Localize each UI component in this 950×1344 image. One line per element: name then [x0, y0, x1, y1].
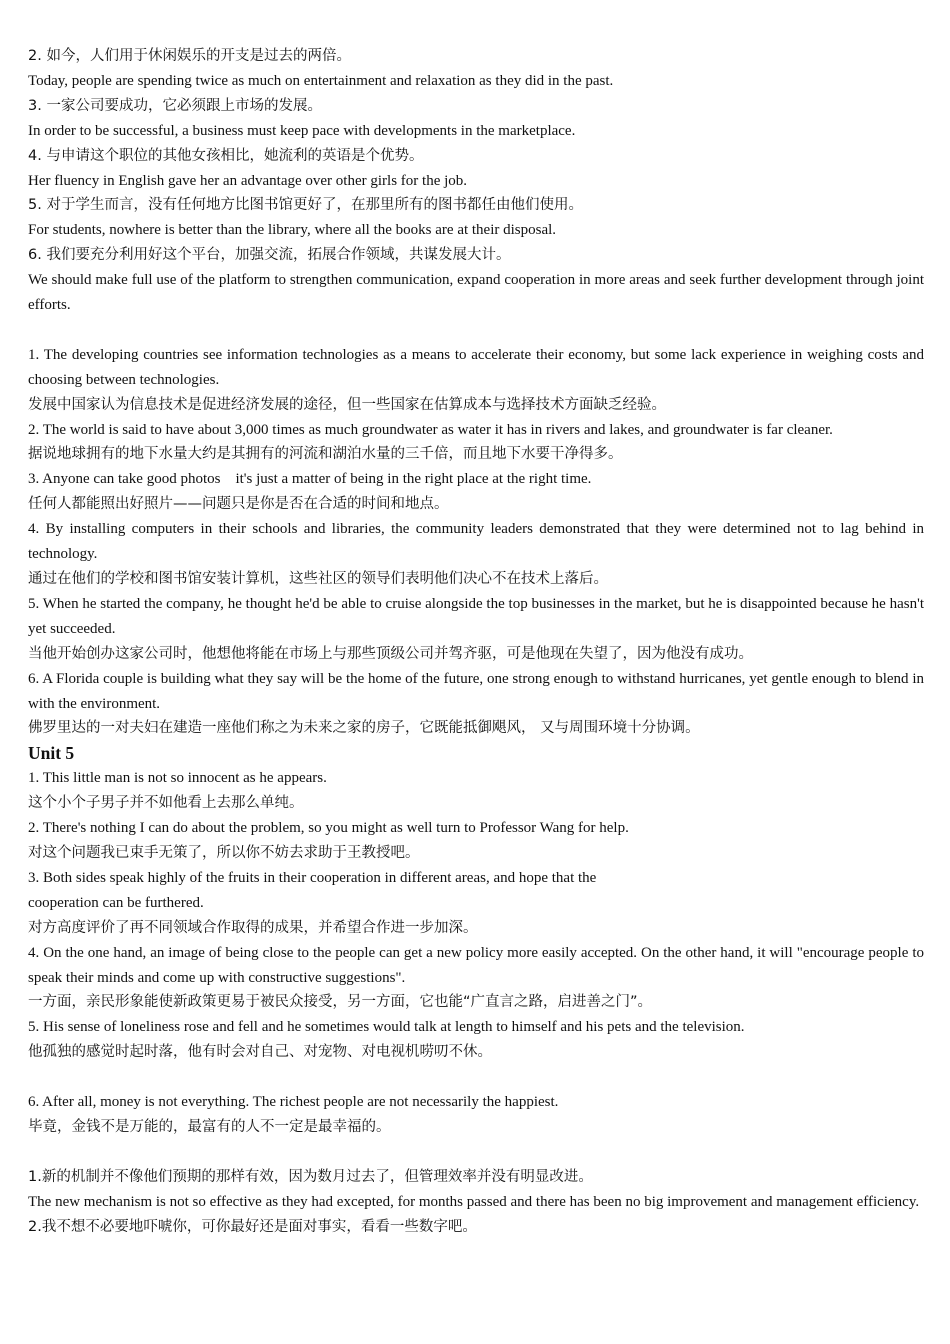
unit5-item-3-en-line1: 3. Both sides speak highly of the fruits in their cooperation in different areas, and hope that the	[28, 869, 597, 886]
unit-heading: Unit 5	[28, 743, 75, 764]
unit5-item-4-zh: 一方面，亲民形象能使新政策更易于被民众接受，另一方面，它也能“广直言之路，启进善之门”。	[28, 994, 653, 1011]
mid-item-6-en: 6. A Florida couple is building what they say will be the home of the future, one strong enough to withstand hurricanes, yet gentle enough to blend in with the environment.	[28, 670, 924, 712]
top-item-3-zh: 3. 一家公司要成功，它必须跟上市场的发展。	[28, 97, 322, 114]
mid-item-2-en: 2. The world is said to have about 3,000 times as much groundwater as water it has in rivers and lakes, and groundwater is far cleaner.	[28, 421, 833, 438]
mid-item-1-zh: 发展中国家认为信息技术是促进经济发展的途径，但一些国家在估算成本与选择技术方面缺乏经验。	[28, 396, 666, 413]
blank-line	[28, 318, 924, 343]
top-item-4-zh: 4. 与申请这个职位的其他女孩相比，她流利的英语是个优势。	[28, 147, 424, 164]
mid-item-4-en: 4. By installing computers in their schools and libraries, the community leaders demonstrated that they were determined not to lag behind in technology.	[28, 521, 924, 563]
blank-line	[28, 1065, 924, 1090]
mid-item-5-zh: 当他开始创办这家公司时，他想他将能在市场上与那些顶级公司并驾齐驱，可是他现在失望了，因为他没有成功。	[28, 645, 753, 662]
top-item-6-zh: 6. 我们要充分利用好这个平台，加强交流，拓展合作领域，共谋发展大计。	[28, 247, 511, 264]
unit5-item-3-en-line2: cooperation can be furthered.	[28, 894, 204, 911]
top-item-5-zh: 5. 对于学生而言，没有任何地方比图书馆更好了，在那里所有的图书都任由他们使用。	[28, 197, 583, 214]
final-item-1-zh: 1.新的机制并不像他们预期的那样有效，因为数月过去了，但管理效率并没有明显改进。	[28, 1168, 593, 1185]
top-item-6-en: We should make full use of the platform to strengthen communication, expand cooperation in more areas and seek further development through joint efforts.	[28, 272, 924, 314]
mid-item-2-zh: 据说地球拥有的地下水量大约是其拥有的河流和湖泊水量的三千倍，而且地下水要干净得多。	[28, 446, 623, 463]
unit5-item-2-zh: 对这个问题我已束手无策了，所以你不妨去求助于王教授吧。	[28, 844, 420, 861]
document-page	[28, 44, 924, 1239]
final-item-1-en: The new mechanism is not so effective as they had excepted, for months passed and there has been no big improvement and management efficiency.	[28, 1193, 920, 1210]
mid-item-1-en: 1. The developing countries see information technologies as a means to accelerate their economy, but some lack experience in weighing costs and choosing between technologies.	[28, 346, 924, 388]
unit5-item-2-en: 2. There's nothing I can do about the problem, so you might as well turn to Professor Wang for help.	[28, 820, 629, 837]
unit5-item-1-zh: 这个小个子男子并不如他看上去那么单纯。	[28, 795, 304, 812]
mid-item-5-en: 5. When he started the company, he thought he'd be able to cruise alongside the top businesses in the market, but he is disappointed because he hasn't yet succeeded.	[28, 595, 924, 637]
mid-item-6-zh: 佛罗里达的一对夫妇在建造一座他们称之为未来之家的房子，它既能抵御飓风， 又与周围环境十分协调。	[28, 720, 700, 737]
top-item-2-zh: 2. 如今，人们用于休闲娱乐的开支是过去的两倍。	[28, 48, 351, 64]
top-item-2-en: Today, people are spending twice as much on entertainment and relaxation as they did in the past.	[28, 72, 614, 89]
blank-line	[28, 1140, 924, 1165]
mid-item-3-zh: 任何人都能照出好照片——问题只是你是否在合适的时间和地点。	[28, 496, 449, 513]
top-item-4-en: Her fluency in English gave her an advantage over other girls for the job.	[28, 172, 468, 189]
unit5-item-3-zh: 对方高度评价了再不同领域合作取得的成果，并希望合作进一步加深。	[28, 919, 478, 936]
unit5-item-6-en: 6. After all, money is not everything. The richest people are not necessarily the happiest.	[28, 1094, 559, 1111]
top-item-5-en: For students, nowhere is better than the library, where all the books are at their disposal.	[28, 222, 557, 239]
mid-item-4-zh: 通过在他们的学校和图书馆安装计算机，这些社区的领导们表明他们决心不在技术上落后。	[28, 571, 608, 588]
unit5-item-5-zh: 他孤独的感觉时起时落，他有时会对自己、对宠物、对电视机唠叨不休。	[28, 1044, 492, 1061]
final-item-2-zh: 2.我不想不必要地吓唬你，可你最好还是面对事实，看看一些数字吧。	[28, 1218, 477, 1235]
top-item-3-en: In order to be successful, a business must keep pace with developments in the marketplace.	[28, 122, 576, 139]
mid-item-3-en: 3. Anyone can take good photos it's just a matter of being in the right place at the right time.	[28, 471, 592, 488]
unit5-item-6-zh: 毕竟，金钱不是万能的，最富有的人不一定是最幸福的。	[28, 1118, 391, 1135]
unit5-item-4-en: 4. On the one hand, an image of being close to the people can get a new policy more easily accepted. On the other hand, it will "encourage people to speak their minds and come up with constructive suggestions".	[28, 944, 924, 986]
unit5-item-1-en: 1. This little man is not so innocent as he appears.	[28, 770, 327, 787]
unit5-item-5-en: 5. His sense of loneliness rose and fell and he sometimes would talk at length to himself and his pets and the television.	[28, 1019, 745, 1036]
